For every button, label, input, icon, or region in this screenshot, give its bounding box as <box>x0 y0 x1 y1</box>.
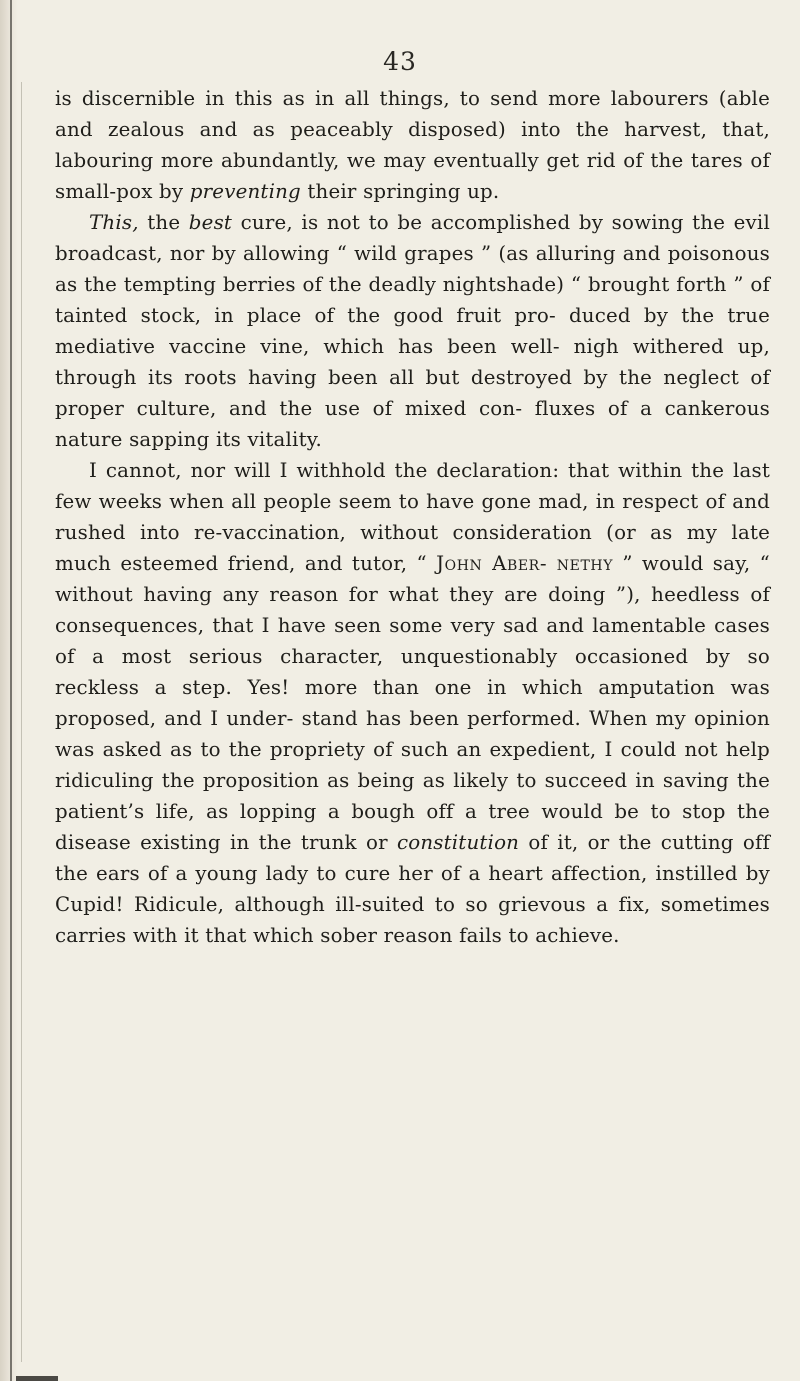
italic-run: constitution <box>396 831 520 854</box>
bottom-binding-mark <box>16 1376 58 1381</box>
page-number: 43 <box>383 47 417 76</box>
small-caps-name: John Aber- nethy <box>436 552 614 575</box>
text-run: I cannot, nor will I withhold the declaration: that within the last few weeks when all people seem to have gone mad, in respect of and rushed into re-vaccination, without consideration (or as my late much esteemed friend, and tutor, “ <box>55 459 770 575</box>
text-run: ” would say, “ without having any reason for what they are doing ”), heedless of consequences, that I have seen some very sad and lamentable cases of a most serious character, unquestionably occasioned by so reckless a step. Yes! more than one in which amputation was proposed, and I under- stand has been performed. When my opinion was asked as to the propriety of such an expedient, I could not help ridiculing the proposition as being as likely to succeed in saving the patient’s life, as lopping a bough off a tree would be to stop the disease existing in the trunk or <box>55 552 770 854</box>
paragraph-1 <box>55 83 770 207</box>
text-run: their springing up. <box>300 180 500 203</box>
italic-run: best <box>188 211 233 234</box>
italic-run: preventing <box>189 180 301 203</box>
binding-line <box>10 0 12 1381</box>
paragraph-3 <box>55 455 770 951</box>
binding-shadow-line <box>21 82 22 1362</box>
text-run: the <box>138 211 189 234</box>
italic-run: This, <box>89 211 139 234</box>
text-run: cure, is not to be accomplished by sowing the evil broadcast, nor by allowing “ wild grapes ” (as alluring and poisonous as the tempting berries of the deadly nightshade) “ brought forth ” of tainted stock, in place of the good fruit pro- duced by the true mediative vaccine vine, which has been well- nigh withered up, through its roots having been all but destroyed by the neglect of proper culture, and the use of mixed con- fluxes of a cankerous nature sapping its vitality. <box>55 211 770 451</box>
body-text <box>55 83 770 951</box>
page-binding-edge <box>0 0 18 1381</box>
paragraph-2 <box>55 207 770 455</box>
text-run: of it, or the cutting off the ears of a young lady to cure her of a heart affection, instilled by Cupid! Ridicule, although ill-suited to so grievous a fix, sometimes carries with it that which sober reason fails to achieve. <box>55 831 771 947</box>
text-run: is discernible in this as in all things, to send more labourers (able and zealous and as peaceably disposed) into the harvest, that, labouring more abundantly, we may eventually get rid of the tares of small-pox by <box>55 87 770 203</box>
